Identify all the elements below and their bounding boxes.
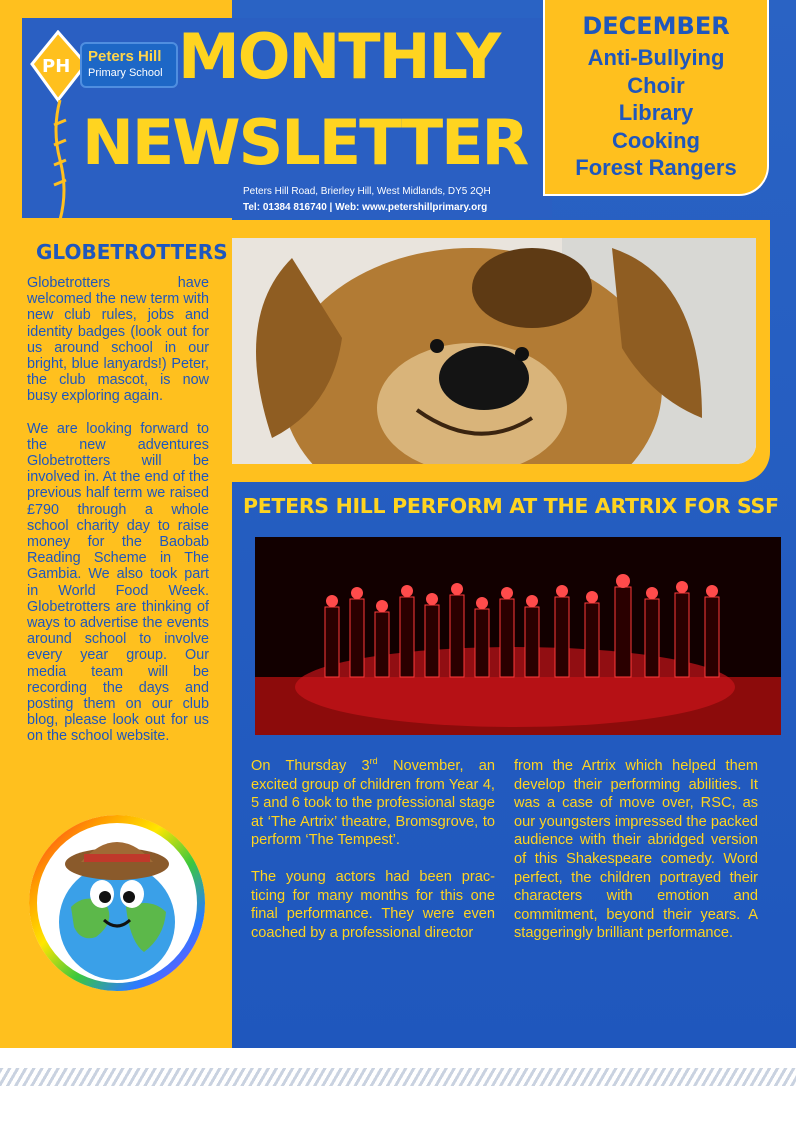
title-line-monthly: MONTHLY (178, 20, 500, 93)
article-text: On Thursday 3 (251, 758, 370, 774)
article-column-1 (251, 757, 495, 960)
globetrotters-globe-icon (26, 812, 208, 994)
december-title: DECEMBER (582, 12, 730, 40)
globetrotters-heading: GLOBETROTTERS (36, 240, 228, 264)
kite-tail-icon (50, 100, 70, 220)
contents-item: Anti-Bullying (587, 45, 725, 70)
article-heading: PETERS HILL PERFORM AT THE ARTRIX FOR SSF (243, 494, 779, 518)
contents-item: Library (618, 100, 694, 125)
article-paragraph: from the Artrix which helped them develop their performing abilities. It was a case of move over, RSC, as our youngsters impressed the packed audience with their abridged version of this Shakespeare comedy. Word perfect, the children portrayed their characters with emotion and commitment, beyond their years. A staggeringly brilliant performance. (514, 758, 758, 942)
teddy-dog-photo (230, 236, 758, 466)
ordinal-suffix: rd (369, 756, 378, 767)
school-address: Peters Hill Road, Brierley Hill, West Midlands, DY5 2QH (243, 186, 491, 197)
article-column-2 (514, 757, 758, 961)
contents-item: Forest Rangers (575, 155, 737, 180)
contents-item: Cooking (612, 127, 700, 153)
school-name: Peters Hill (88, 48, 162, 65)
stage-illustration (255, 537, 781, 735)
school-name-badge (80, 42, 178, 88)
december-contents-box (543, 0, 769, 196)
article-paragraph: The young actors had been prac-ticing for many months for this one final performance. They were even coached by a professional director (251, 868, 495, 941)
title-line-newsletter: NEWSLETTER (82, 106, 528, 179)
school-contact: Tel: 01384 816740 | Web: www.petershillprimary.org (243, 202, 488, 213)
article-paragraph (251, 757, 495, 850)
footer-stripe (0, 1068, 796, 1086)
globetrotters-paragraph: Globetrotters have welcomed the new term with new club rules, jobs and identity badges (look out for us around school in our bright, blue lanyards!) Peter, the club mascot, is now busy exploring again. (27, 275, 209, 405)
globetrotters-paragraph: We are looking forward to the new adventures Globetrotters will be involved in. At the end of the previous half term we raised £790 through a whole school charity day to raise money for the Baobab Reading Scheme in The Gambia. We also took part in World Food Week. Globetrotters are thinking of ways to advertise the events around school to involve every year group. Our media team will be recording the days and posting them on our club blog, please look out for us on the school website. (27, 420, 209, 745)
globetrotters-text (27, 275, 209, 761)
contents-item: Choir (627, 72, 685, 98)
school-subtitle: Primary School (88, 67, 163, 79)
logo-initials: PH (42, 56, 71, 77)
kite-logo-icon (28, 30, 88, 110)
stage-performance-photo (255, 537, 781, 735)
article-text: November, an excited group of children from Year 4, 5 and 6 took to the professional stage at ‘The Artrix’ theatre, Bromsgrove, to perform ‘The Tempest’. (251, 758, 495, 849)
teddy-dog-illustration (232, 238, 758, 466)
